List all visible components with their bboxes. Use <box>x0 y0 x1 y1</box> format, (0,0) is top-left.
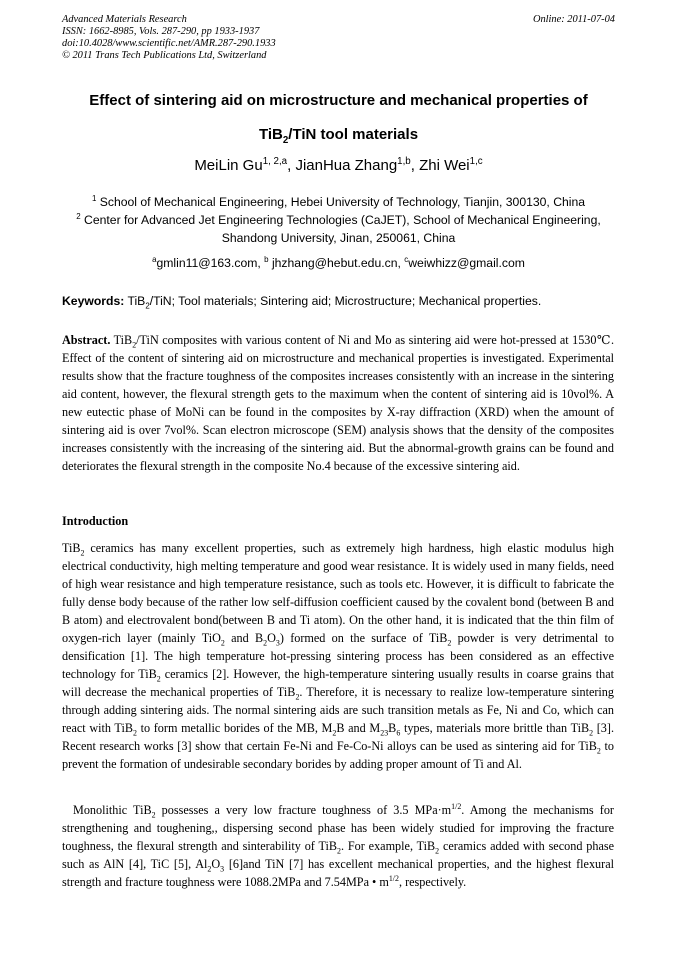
paper-title-line-2: TiB$_2$/TiN tool materials <box>258 126 419 146</box>
author-emails: $^a$gmlin11@163.com, $^b$ jhzhang@hebut.edu.cn, $^c$weiwhizz@gmail.com <box>152 254 525 270</box>
abstract-label: Abstract. <box>62 333 111 347</box>
affiliation-2-cont: Shandong University, Jinan, 250061, China <box>221 231 456 245</box>
intro-paragraph-2: Monolithic TiB$_2$ possesses a very low fracture toughness of 3.5 $MPa\cdot m^{1/2}$. Among the mechanisms for strengthening and toughening,, dispersing second phase has been widely studied for improving the fracture toughness, the flexural strength and sinterability of TiB$_2$. For example, TiB$_2$ ceramics added with second phase such as AlN [4], TiC [5], $Al_2O_3$ [6]and TiN [7] has excellent mechanical properties, and the highest flexural strength and fracture toughness were 1088.2MPa and 7.54MPa • $m^{1/2}$, respectively. <box>62 801 615 889</box>
online-date: Online: 2011-07-04 <box>532 14 615 25</box>
journal-name: Advanced Materials Research <box>62 14 187 25</box>
email-link[interactable]: weiwhizz@gmail.com <box>408 256 525 270</box>
author-name: JianHua Zhang <box>295 157 398 174</box>
copyright-line: © 2011 Trans Tech Publications Ltd, Switzerland <box>62 50 267 61</box>
abstract: Abstract. TiB$_2$/TiN composites with various content of Ni and Mo as sintering aid were hot-pressed at 1530℃. Effect of the content of sintering aid on microstructure and mechanical properties is investigated. Experimental results show that the fracture toughness of the composites increases consistently with an increase in the sintering aid content, however, the flexural strength gets to the maximum when the content of sintering aid is 10vol%. A new eutectic phase of MoNi can be found in the composites by X-ray diffraction (XRD) when the amount of sintering aid is over 7vol%. Scan electron microscope (SEM) analysis shows that the density of the composites increases consistently with the increasing of the sintering aid. But the abnormal-growth grains can be found and deteriorates the flexural strength in the composite No.4 because of the excessive sintering aid. <box>62 333 614 473</box>
author-list: MeiLin Gu$^{1, 2,a}$, JianHua Zhang$^{1,b}$, Zhi Wei$^{1,c}$ <box>194 156 483 174</box>
section-heading-introduction: Introduction <box>62 514 129 528</box>
issn-line: ISSN: 1662-8985, Vols. 287-290, pp 1933-1937 <box>62 26 260 37</box>
email-link[interactable]: jhzhang@hebut.edu.cn, <box>268 256 405 270</box>
journal-header <box>62 14 276 62</box>
author-name: MeiLin Gu <box>194 157 263 174</box>
doi-line: doi:10.4028/www.scientific.net/AMR.287-290.1933 <box>62 38 276 49</box>
keywords: Keywords: TiB$_2$/TiN; Tool materials; Sintering aid; Microstructure; Mechanical properties. <box>62 294 542 311</box>
author-name: Zhi Wei <box>419 157 470 174</box>
intro-paragraph-1: TiB$_2$ ceramics has many excellent properties, such as extremely high hardness, high elastic modulus high electrical conductivity, high melting temperature and good wear resistance. It is widely used in many fields, need of high wear resistance and high temperature resistance, such as tools etc. However, it is difficult to fabricate the fully dense body because of the rather low self-diffusion coefficient caused by the covalent bond (between B and B atom) and electrovalent bond(between B and Ti atom). On the other hand, it is indicated that the thin film of oxygen-rich layer (mainly TiO$_2$ and $B_2O_3$) formed on the surface of TiB$_2$ powder is very detrimental to densification [1]. The high temperature hot-pressing sintering process has been considered as an effective technology for TiB$_2$ ceramics [2]. However, the high-temperature sintering usually results in coarse grains that will decrease the mechanical properties of TiB$_2$. Therefore, it is necessary to realize low-temperature sintering through adding sintering aids. The normal sintering aids are such transition metals as Fe, Ni and Co, which can react with TiB$_2$ to form metallic borides of the MB, $M_2B$ and $M_{23}B_6$ types, materials more brittle than TiB$_2$ [3]. Recent research works [3] show that certain Fe-Ni and Fe-Co-Ni alloys can be used as sintering aid for TiB$_2$ to prevent the formation of undesirable secondary borides by adding proper amount of Ti and Al. <box>62 541 614 771</box>
keywords-label: Keywords: <box>62 294 125 308</box>
affiliation-2: $^2$ Center for Advanced Jet Engineering Technologies (CaJET), School of Mechanical Engineering, <box>76 211 601 227</box>
affiliation-1: $^1$ School of Mechanical Engineering, Hebei University of Technology, Tianjin, 300130, China <box>91 193 586 209</box>
email-link[interactable]: gmlin11@163.com, <box>156 256 265 270</box>
paper-title-line-1: Effect of sintering aid on microstructure and mechanical properties of <box>89 92 588 109</box>
